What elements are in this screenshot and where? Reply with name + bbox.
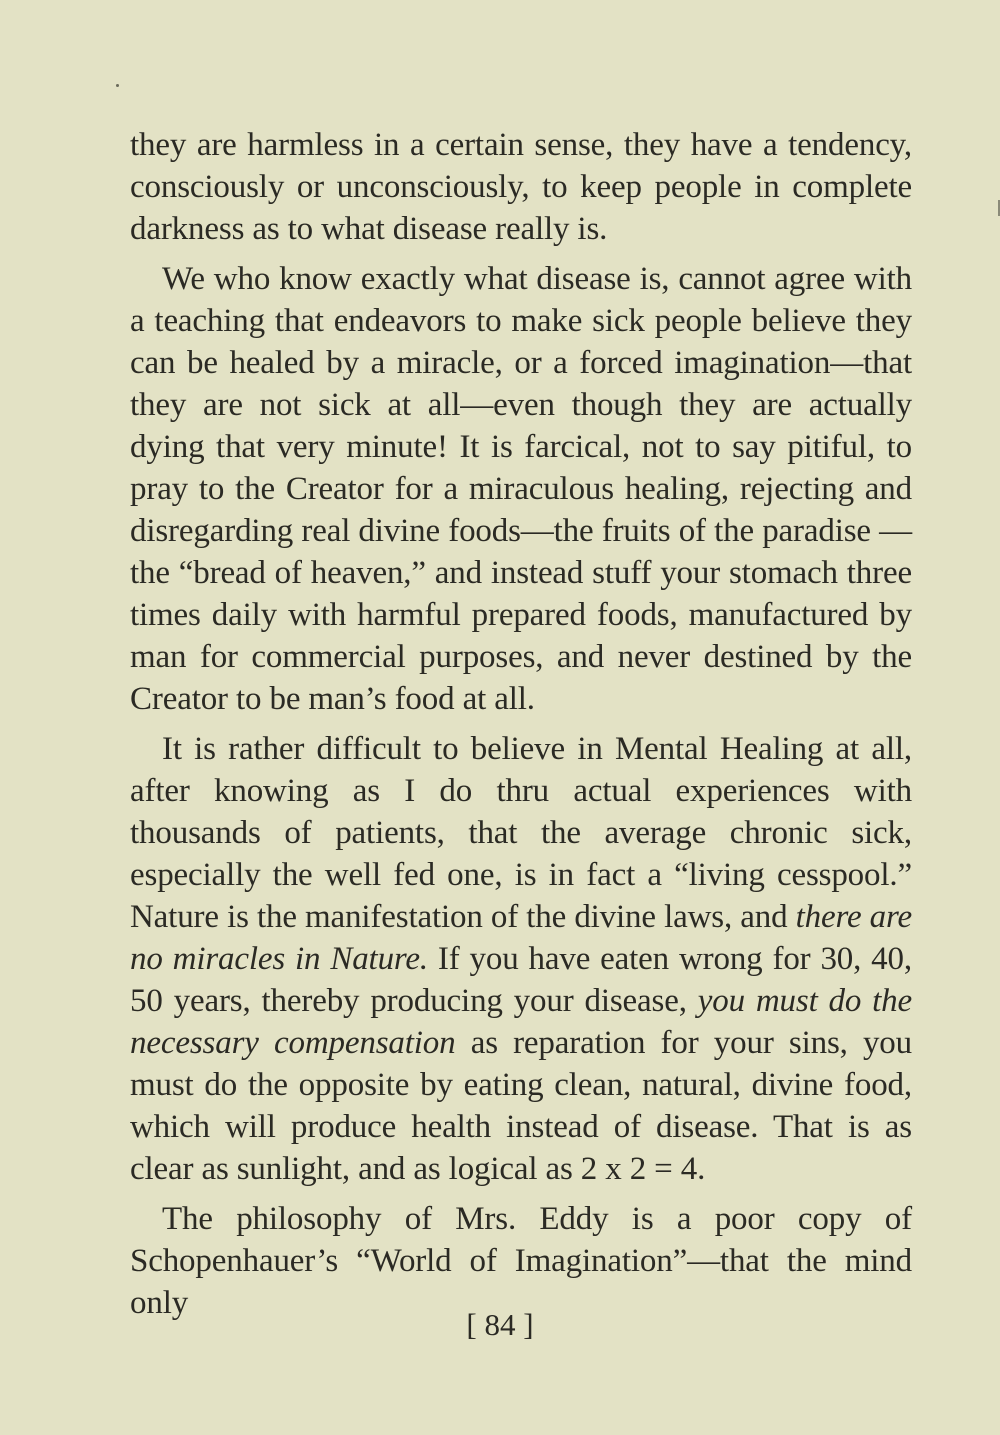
speck-mark [116, 84, 119, 87]
body-text [130, 124, 912, 1331]
paragraph-3-italic-a: there are no miracles in Nature. [130, 899, 912, 977]
paragraph-3-text-b: If you have eaten wrong for 30, 40, 50 years, thereby producing your disease, [130, 941, 912, 1019]
paragraph-3-text-c: as reparation for your sins, you must do the opposite by eating clean, natural, divine food, which will produce health instead of disease. That is as clear as sunlight, and as logical as 2 x 2 = 4. [130, 1025, 912, 1187]
paragraph-2-text: We who know exactly what disease is, cannot agree with a teaching that endeavors to make sick people believe they can be healed by a miracle, or a forced imagination—that they are not sick at all—even though they are actually dying that very minute! It is farcical, not to say pitiful, to pray to the Creator for a miraculous healing, rejecting and disregarding real divine foods—the fruits of the paradise —the “bread of heaven,” and instead stuff your stomach three times daily with harmful prepared foods, manufactured by man for commercial purposes, and never destined by the Creator to be man’s food at all. [130, 261, 912, 717]
paragraph-4-text: The philosophy of Mrs. Eddy is a poor copy of Schopenhauer’s “World of Imagination”—that the mind only [130, 1201, 912, 1321]
paragraph-3 [130, 728, 912, 1190]
paragraph-1 [130, 124, 912, 250]
paragraph-1-text: they are harmless in a certain sense, they have a tendency, consciously or unconsciously, to keep people in complete darkness as to what disease really is. [130, 127, 912, 247]
paragraph-3-italic-b: you must do the necessary compensation [130, 983, 912, 1061]
paragraph-2 [130, 258, 912, 720]
paragraph-3-text-a: It is rather difficult to believe in Mental Healing at all, after knowing as I do thru actual experiences with thousands of patients, that the average chronic sick, especially the well fed one, is in fact a “living cesspool.” Nature is the manifestation of the divine laws, and [130, 731, 912, 935]
page-number: [ 84 ] [466, 1307, 534, 1342]
paragraph-4 [130, 1198, 912, 1324]
